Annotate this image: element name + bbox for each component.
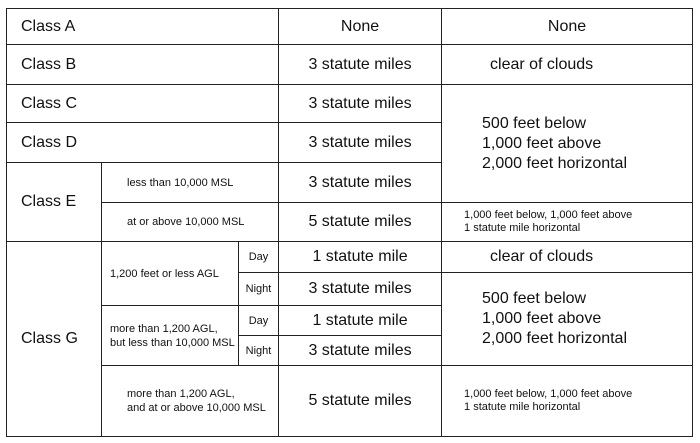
altitude-condition: less than 10,000 MSL [102,163,279,203]
class-label: Class A [7,9,279,45]
cloud-clearance-cell: clear of clouds [442,45,693,85]
class-label: Class E [7,163,102,242]
visibility-cell: None [279,9,442,45]
class-label: Class C [7,85,279,123]
cloud-clearance-line: 500 feet below [482,290,587,307]
cloud-clearance-cell [442,366,693,437]
cloud-clearance-cell [442,203,693,242]
cloud-clearance-line: 1,000 feet above [482,310,602,327]
day-label: Day [239,242,279,273]
class-label: Class B [7,45,279,85]
altitude-condition: at or above 10,000 MSL [102,203,279,242]
visibility-cell: 5 statute miles [279,366,442,437]
altitude-condition-line: but less than 10,000 MSL [110,336,235,349]
airspace-requirements-table [6,8,693,437]
altitude-condition-line: more than 1,200 AGL, [127,388,235,400]
row-class-c [7,85,693,123]
altitude-condition-line: more than 1,200 AGL, [110,322,218,335]
row-class-g-band3 [7,366,693,437]
visibility-cell: 3 statute miles [279,123,442,163]
row-class-g-band1-day [7,242,693,273]
altitude-condition: 1,200 feet or less AGL [102,242,239,306]
class-label: Class G [7,242,102,437]
cloud-clearance-line: 1,000 feet below, 1,000 feet above [464,388,633,400]
visibility-cell: 1 statute mile [279,306,442,336]
visibility-cell: 3 statute miles [279,163,442,203]
cloud-clearance-cell: None [442,9,693,45]
cloud-clearance-line: 2,000 feet horizontal [482,154,628,172]
class-label: Class D [7,123,279,163]
cloud-clearance-cell [442,273,693,366]
night-label: Night [239,273,279,306]
night-label: Night [239,336,279,366]
cloud-clearance-line: 1,000 feet below, 1,000 feet above [464,209,633,221]
cloud-clearance-line: 1 statute mile horizontal [464,401,581,413]
cloud-clearance-cell [442,85,693,203]
cloud-clearance-line: 1 statute mile horizontal [464,222,581,234]
cloud-clearance-line: 500 feet below [482,114,587,132]
altitude-condition [102,366,279,437]
visibility-cell: 3 statute miles [279,45,442,85]
cloud-clearance-cell: clear of clouds [442,242,693,273]
altitude-condition [102,306,239,366]
visibility-cell: 3 statute miles [279,336,442,366]
cloud-clearance-line: 1,000 feet above [482,134,602,152]
altitude-condition-line: and at or above 10,000 MSL [127,402,266,414]
cloud-clearance-line: 2,000 feet horizontal [482,330,628,347]
visibility-cell: 3 statute miles [279,273,442,306]
day-label: Day [239,306,279,336]
row-class-b [7,45,693,85]
visibility-cell: 3 statute miles [279,85,442,123]
row-class-e-high [7,203,693,242]
row-class-a [7,9,693,45]
visibility-cell: 5 statute miles [279,203,442,242]
visibility-cell: 1 statute mile [279,242,442,273]
